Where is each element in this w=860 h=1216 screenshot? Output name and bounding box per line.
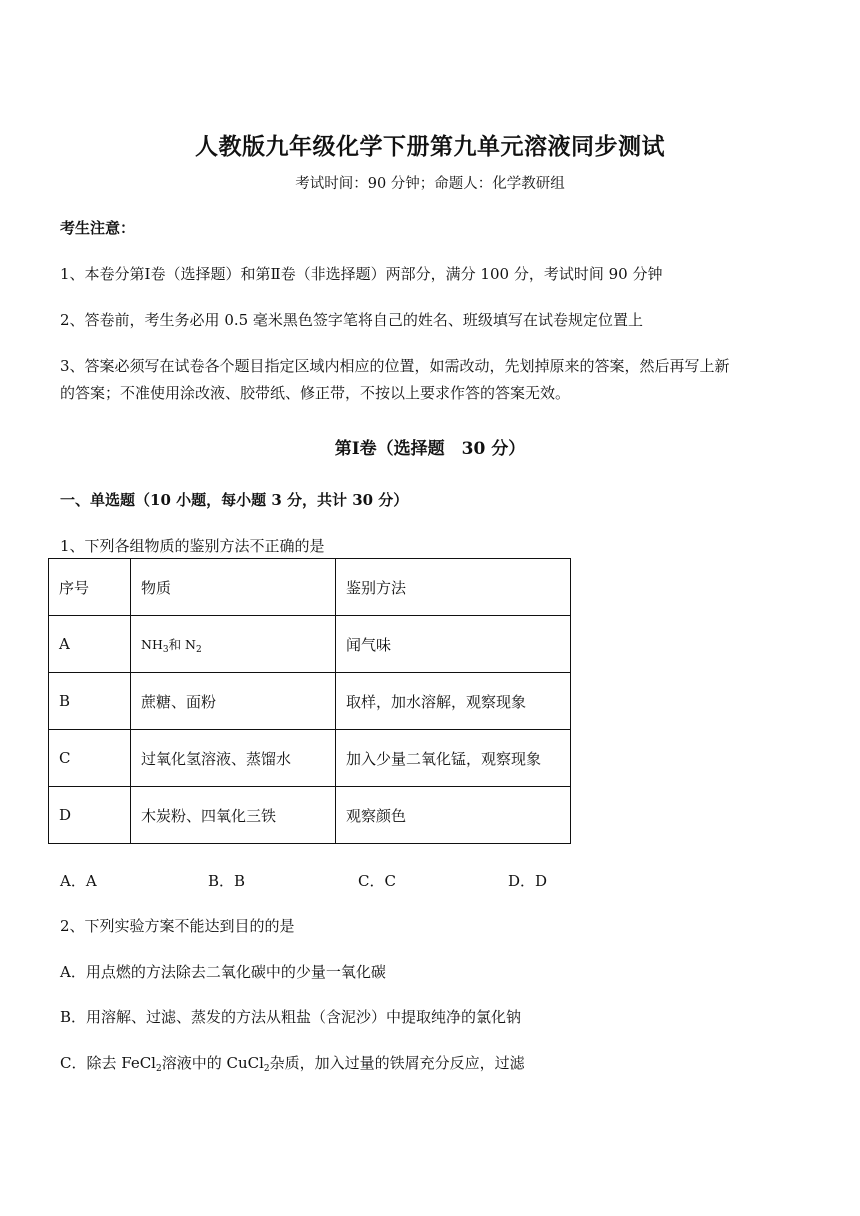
row-method: 闻气味 (336, 616, 571, 673)
question-1-option-c: C．C (358, 872, 396, 890)
formula-subscript: 2 (155, 1064, 162, 1074)
question-1-table (48, 558, 571, 844)
row-id: C (49, 730, 131, 787)
page-title: 人教版九年级化学下册第九单元溶液同步测试 (195, 133, 665, 160)
exam-info: 考试时间：90 分钟；命题人：化学教研组 (295, 176, 565, 192)
question-2-option-a: A．用点燃的方法除去二氧化碳中的少量一氧化碳 (60, 963, 386, 981)
row-substance (131, 616, 336, 673)
notice-item-3: 3、答案必须写在试卷各个题目指定区域内相应的位置，如需改动，先划掉原来的答案，然后再写上新 (60, 357, 730, 375)
section-title: 第Ⅰ卷（选择题 30 分） (334, 439, 526, 459)
table-header-row (49, 559, 571, 616)
question-2-option-c (60, 1052, 525, 1073)
row-method: 观察颜色 (336, 787, 571, 844)
row-substance: 木炭粉、四氧化三铁 (131, 787, 336, 844)
notice-item-2: 2、答卷前，考生务必用 0.5 毫米黑色签字笔将自己的姓名、班级填写在试卷规定位置上 (60, 311, 643, 329)
row-method: 加入少量二氧化锰，观察现象 (336, 730, 571, 787)
formula-part: NH (141, 637, 163, 652)
table-row (49, 787, 571, 844)
row-substance: 蔗糖、面粉 (131, 673, 336, 730)
row-substance: 过氧化氢溶液、蒸馏水 (131, 730, 336, 787)
row-id: B (49, 673, 131, 730)
notice-item-3-continued: 的答案；不准使用涂改液、胶带纸、修正带，不按以上要求作答的答案无效。 (60, 384, 571, 402)
table-header-cell: 序号 (49, 559, 131, 616)
part-heading: 一、单选题（10 小题，每小题 3 分，共计 30 分） (60, 491, 409, 509)
formula-subscript: 2 (263, 1064, 270, 1074)
formula-part: 和 N (168, 637, 196, 652)
row-id: A (49, 616, 131, 673)
table-row (49, 673, 571, 730)
formula-subscript: 2 (196, 645, 202, 655)
question-2-stem: 2、下列实验方案不能达到目的的是 (60, 917, 295, 935)
question-1-stem: 1、下列各组物质的鉴别方法不正确的是 (60, 537, 325, 555)
question-1-option-b: B．B (208, 872, 246, 890)
table-row (49, 730, 571, 787)
row-method: 取样，加水溶解，观察现象 (336, 673, 571, 730)
notice-heading: 考生注意： (60, 219, 136, 237)
option-text-part: 杂质，加入过量的铁屑充分反应，过滤 (269, 1054, 525, 1072)
formula-subscript: 3 (162, 645, 169, 655)
question-1-option-d: D．D (508, 872, 548, 890)
option-text-part: 溶液中的 CuCl (161, 1054, 264, 1072)
table-row (49, 616, 571, 673)
option-text-part: C．除去 FeCl (60, 1054, 156, 1072)
question-2-option-b: B．用溶解、过滤、蒸发的方法从粗盐（含泥沙）中提取纯净的氯化钠 (60, 1008, 522, 1026)
question-1-option-a: A．A (60, 872, 97, 890)
table-header-cell: 物质 (131, 559, 336, 616)
row-id: D (49, 787, 131, 844)
notice-item-1: 1、本卷分第Ⅰ卷（选择题）和第Ⅱ卷（非选择题）两部分，满分 100 分，考试时间 90 分钟 (60, 265, 663, 283)
table-header-cell: 鉴别方法 (336, 559, 571, 616)
